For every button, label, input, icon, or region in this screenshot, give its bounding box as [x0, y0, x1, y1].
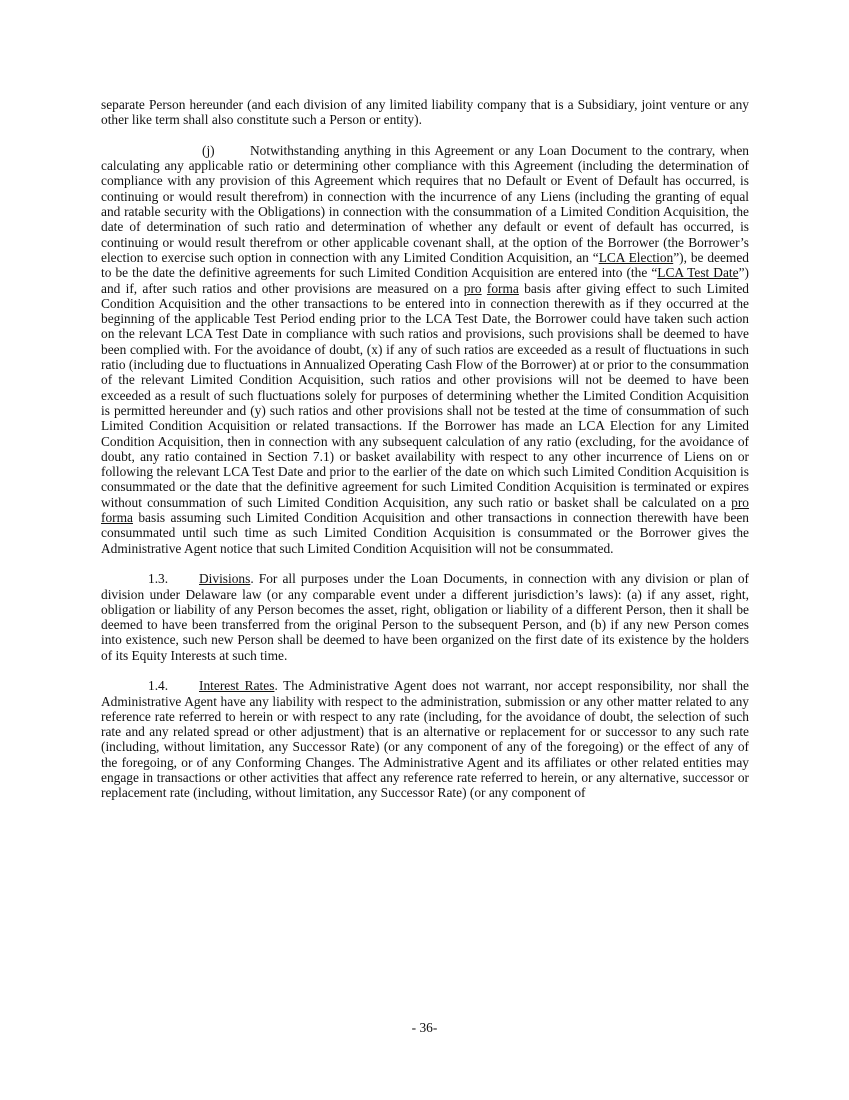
section-1-3-number: 1.3.	[148, 571, 169, 587]
section-1-4-number: 1.4.	[148, 678, 169, 694]
paragraph-j-text-2: ”), be deemed to be the date the definitive agreements for such Limited Condition Acquisition are entered into (the “	[101, 249, 749, 281]
term-lca-test-date: LCA Test Date	[657, 265, 739, 281]
section-1-4-heading: Interest Rates	[199, 678, 275, 694]
paragraph-j-text-5: basis assuming such Limited Condition Acquisition and other transactions in connection therewith have been consummated until such time as such Limited Condition Acquisition is consummated or the Borrower gives the Administrative Agent notice that such Limited Condition Acquisition will not be consummated.	[101, 510, 749, 556]
paragraph-j-text-1: Notwithstanding anything in this Agreement or any Loan Document to the contrary, when calculating any applicable ratio or determining other compliance with this Agreement (including the determination of compliance with any provision of this Agreement which requires that no Default or Event of Default has occurred, is continuing or would result therefrom) in connection with the incurrence of any Liens (including the granting of equal and ratable security with the Obligations) in connection with the consummation of a Limited Condition Acquisition, the date of determination of such ratio and determination of whether any default or event of default has occurred, is continuing or would result therefrom or other applicable covenant shall, at the option of the Borrower (the Borrower’s election to exercise such option in connection with any Limited Condition Acquisition, an “	[101, 142, 749, 265]
paragraph-j-label: (j)	[202, 142, 215, 158]
section-1-4-text: . The Administrative Agent does not warrant, nor accept responsibility, nor shall the Administrative Agent have any liability with respect to the administration, submission or any other matter related to any reference rate referred to herein or with respect to any rate (including, for the avoidance of doubt, the selection of such rate and any related spread or other adjustment) that is an alternative or replacement for or successor to any such rate (including, without limitation, any Successor Rate) (or any component of any of the foregoing) or the effect of any of the foregoing, or of any Conforming Changes. The Administrative Agent and its affiliates or other related entities may engage in transactions or other activities that affect any reference rate referred to herein, or any alternative, successor or replacement rate (including, without limitation, any Successor Rate) (or any component of	[101, 678, 750, 801]
term-lca-election: LCA Election	[598, 249, 674, 265]
intro-paragraph: separate Person hereunder (and each division of any limited liability company that is a Subsidiary, joint venture or any other like term shall also constitute such a Person or entity).	[101, 97, 749, 128]
section-1-3-heading: Divisions	[199, 571, 251, 587]
pro-forma-pro-1: pro	[463, 280, 482, 296]
document-page	[101, 97, 749, 816]
paragraph-j-text-4: basis after giving effect to such Limited Condition Acquisition and the other transactions to be entered into in connection therewith as if they occurred at the beginning of the applicable Test Period ending prior to the LCA Test Date, the Borrower could have taken such action on the relevant LCA Test Date in compliance with such ratios and provisions, such provisions shall be deemed to have been complied with. For the avoidance of doubt, (x) if any of such ratios are exceeded as a result of fluctuations in such ratio (including due to fluctuations in Annualized Operating Cash Flow of the Borrower) at or prior to the consummation of the relevant Limited Condition Acquisition, such ratios and other provisions will not be deemed to have been exceeded as a result of such fluctuations solely for purposes of determining whether the Limited Condition Acquisition is permitted hereunder and (y) such ratios and other provisions shall not be tested at the time of consummation of such Limited Condition Acquisition or related transactions. If the Borrower has made an LCA Election for any Limited Condition Acquisition, then in connection with any subsequent calculation of any ratio (excluding, for the avoidance of doubt, any ratio contained in Section 7.1) or basket availability with respect to any other incurrence of Liens on or following the relevant LCA Test Date and prior to the earlier of the date on which such Limited Condition Acquisition is consummated or the date that the definitive agreement for such Limited Condition Acquisition is terminated or expires without consummation of such Limited Condition Acquisition, any such ratio or basket shall be calculated on a	[101, 280, 749, 510]
section-1-3-text: . For all purposes under the Loan Documents, in connection with any division or plan of division under Delaware law (or any comparable event under a different jurisdiction’s laws): (a) if any asset, right, obligation or liability of any Person becomes the asset, right, obligation or liability of a different Person, then it shall be deemed to have been transferred from the original Person to the subsequent Person, and (b) if any new Person comes into existence, such new Person shall be deemed to have been organized on the first date of its existence by the holders of its Equity Interests at such time.	[101, 571, 749, 663]
pro-forma-forma-1: forma	[486, 280, 519, 296]
paragraph-j	[101, 143, 749, 556]
page-number: - 36-	[411, 1020, 438, 1035]
pro-forma-pro-2: pro	[731, 494, 749, 510]
pro-forma-forma-2: forma	[101, 510, 133, 526]
section-1-3	[101, 571, 749, 663]
section-1-4	[101, 678, 749, 800]
paragraph-j-text-3: ”) and if, after such ratios and other provisions are measured on a	[101, 265, 749, 296]
